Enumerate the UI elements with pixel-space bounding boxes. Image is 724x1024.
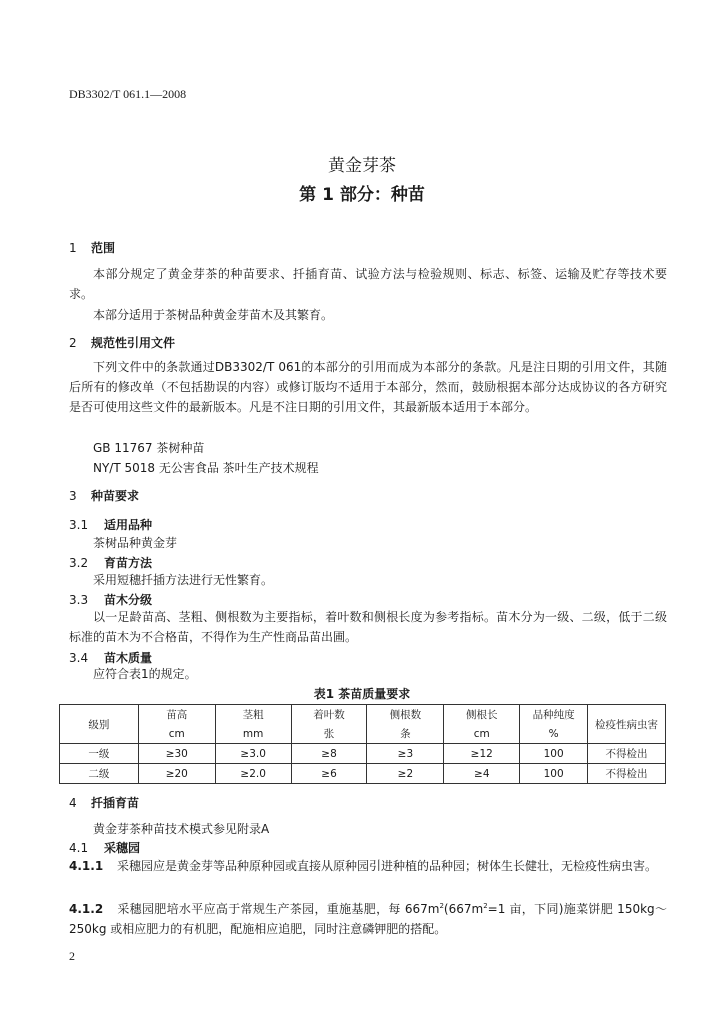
page-number: 2 [69, 949, 75, 963]
subsection-3-3-text: 以一足龄苗高、茎粗、侧根数为主要指标，着叶数和侧根长度为参考指标。苗木分为一级、二级，低于二级标准的苗木为不合格苗，不得作为生产性商品苗出圃。 [69, 610, 667, 644]
unit-leaves: 张 [291, 724, 367, 744]
subsection-title: 苗木质量 [104, 651, 153, 665]
unit-purity: % [520, 724, 588, 744]
table-caption: 表1 茶苗质量要求 [313, 687, 411, 701]
cell-purity: 100 [520, 744, 588, 764]
subsection-3-2-heading [69, 554, 152, 571]
subsection-number: 4.1 [69, 841, 89, 855]
subsection-title: 适用品种 [104, 518, 153, 532]
header-root-length: 侧根长 [444, 705, 520, 725]
section-2-heading [69, 334, 175, 351]
clause-text: 采穗园应是黄金芽等品种原种园或直接从原种园引进种植的品种园；树体生长健壮，无检疫性病虫害。 [117, 859, 658, 873]
subsection-number: 3.4 [69, 651, 89, 665]
header-stem: 茎粗 [215, 705, 291, 725]
cell-quarantine: 不得检出 [588, 764, 666, 784]
cell-grade: 一级 [60, 744, 139, 764]
cell-root-length: ≥4 [444, 764, 520, 784]
cell-grade: 二级 [60, 764, 139, 784]
subsection-number: 3.2 [69, 556, 89, 570]
reference-nyt-5018: NY/T 5018 无公害食品 茶叶生产技术规程 [93, 461, 319, 475]
reference-gb-11767: GB 11767 茶树种苗 [93, 441, 205, 455]
unit-stem: mm [215, 724, 291, 744]
section-number: 3 [69, 489, 77, 503]
section-number: 1 [69, 241, 77, 255]
header-purity: 品种纯度 [520, 705, 588, 725]
cell-stem: ≥2.0 [215, 764, 291, 784]
cell-stem: ≥3.0 [215, 744, 291, 764]
section-1-heading [69, 239, 115, 256]
subsection-title: 采穗园 [104, 841, 141, 855]
subsection-number: 3.1 [69, 518, 89, 532]
clause-4-1-2 [69, 896, 667, 939]
superscript-2: 2 [439, 902, 444, 910]
unit-height: cm [138, 724, 215, 744]
subsection-number: 3.3 [69, 593, 89, 607]
subsection-3-3-heading [69, 591, 152, 608]
subsection-3-1-text: 茶树品种黄金芽 [93, 536, 178, 550]
subsection-3-1-heading [69, 516, 152, 533]
section-title: 范围 [91, 241, 116, 255]
section-number: 2 [69, 336, 77, 350]
cell-height: ≥30 [138, 744, 215, 764]
cell-roots: ≥2 [367, 764, 444, 784]
cell-purity: 100 [520, 764, 588, 784]
section-title: 规范性引用文件 [91, 336, 176, 350]
section-2-paragraph: 下列文件中的条款通过DB3302/T 061的本部分的引用而成为本部分的条款。凡是注日期的引用文件，其随后所有的修改单（不包括勘误的内容）或修订版均不适用于本部分，然而，鼓励根据本部分达成协议的各方研究是否可使用这些文件的最新版本。凡是不注日期的引用文件，其最新版本适用于本部分。 [69, 360, 667, 414]
subsection-4-1-heading [69, 839, 140, 856]
table-row [60, 744, 666, 764]
header-roots: 侧根数 [367, 705, 444, 725]
header-height: 苗高 [138, 705, 215, 725]
subsection-title: 苗木分级 [104, 593, 153, 607]
cell-quarantine: 不得检出 [588, 744, 666, 764]
clause-4-1-1 [69, 856, 667, 876]
document-title: 黄金芽茶 [328, 156, 396, 176]
superscript-2: 2 [483, 902, 488, 910]
unit-roots: 条 [367, 724, 444, 744]
cell-height: ≥20 [138, 764, 215, 784]
header-leaves: 着叶数 [291, 705, 367, 725]
clause-text-part-3: =1 亩，下同)施菜饼肥 150kg～250kg 或相应肥力的有机肥，配施相应追肥，同时注意磷钾肥的搭配。 [69, 902, 667, 936]
clause-text-part-2: (667m [443, 902, 484, 916]
section-4-paragraph: 黄金芽茶种苗技术模式参见附录A [93, 822, 270, 836]
cell-roots: ≥3 [367, 744, 444, 764]
section-title: 种苗要求 [91, 489, 140, 503]
header-grade: 级别 [60, 705, 139, 744]
clause-text-part-1: 采穗园肥培水平应高于常规生产茶园，重施基肥，每 667m [117, 902, 440, 916]
section-1-paragraph-2: 本部分适用于茶树品种黄金芽苗木及其繁育。 [93, 308, 334, 322]
table-row [60, 764, 666, 784]
cell-leaves: ≥6 [291, 764, 367, 784]
document-subtitle: 第 1 部分：种苗 [299, 185, 425, 205]
subsection-3-4-text: 应符合表1的规定。 [93, 667, 197, 681]
cell-root-length: ≥12 [444, 744, 520, 764]
clause-number: 4.1.2 [69, 902, 104, 916]
subsection-title: 育苗方法 [104, 556, 153, 570]
seedling-quality-table [59, 704, 666, 784]
section-3-heading [69, 487, 139, 504]
cell-leaves: ≥8 [291, 744, 367, 764]
subsection-3-2-text: 采用短穗扦插方法进行无性繁育。 [93, 573, 274, 587]
section-title: 扦插育苗 [91, 796, 140, 810]
section-1-paragraph-1: 本部分规定了黄金芽茶的种苗要求、扦插育苗、试验方法与检验规则、标志、标签、运输及贮存等技术要求。 [69, 267, 667, 301]
header-quarantine: 检疫性病虫害 [588, 705, 666, 744]
standard-number: DB3302/T 061.1—2008 [69, 87, 187, 101]
section-number: 4 [69, 796, 77, 810]
section-4-heading [69, 794, 139, 811]
unit-root-length: cm [444, 724, 520, 744]
clause-number: 4.1.1 [69, 859, 104, 873]
